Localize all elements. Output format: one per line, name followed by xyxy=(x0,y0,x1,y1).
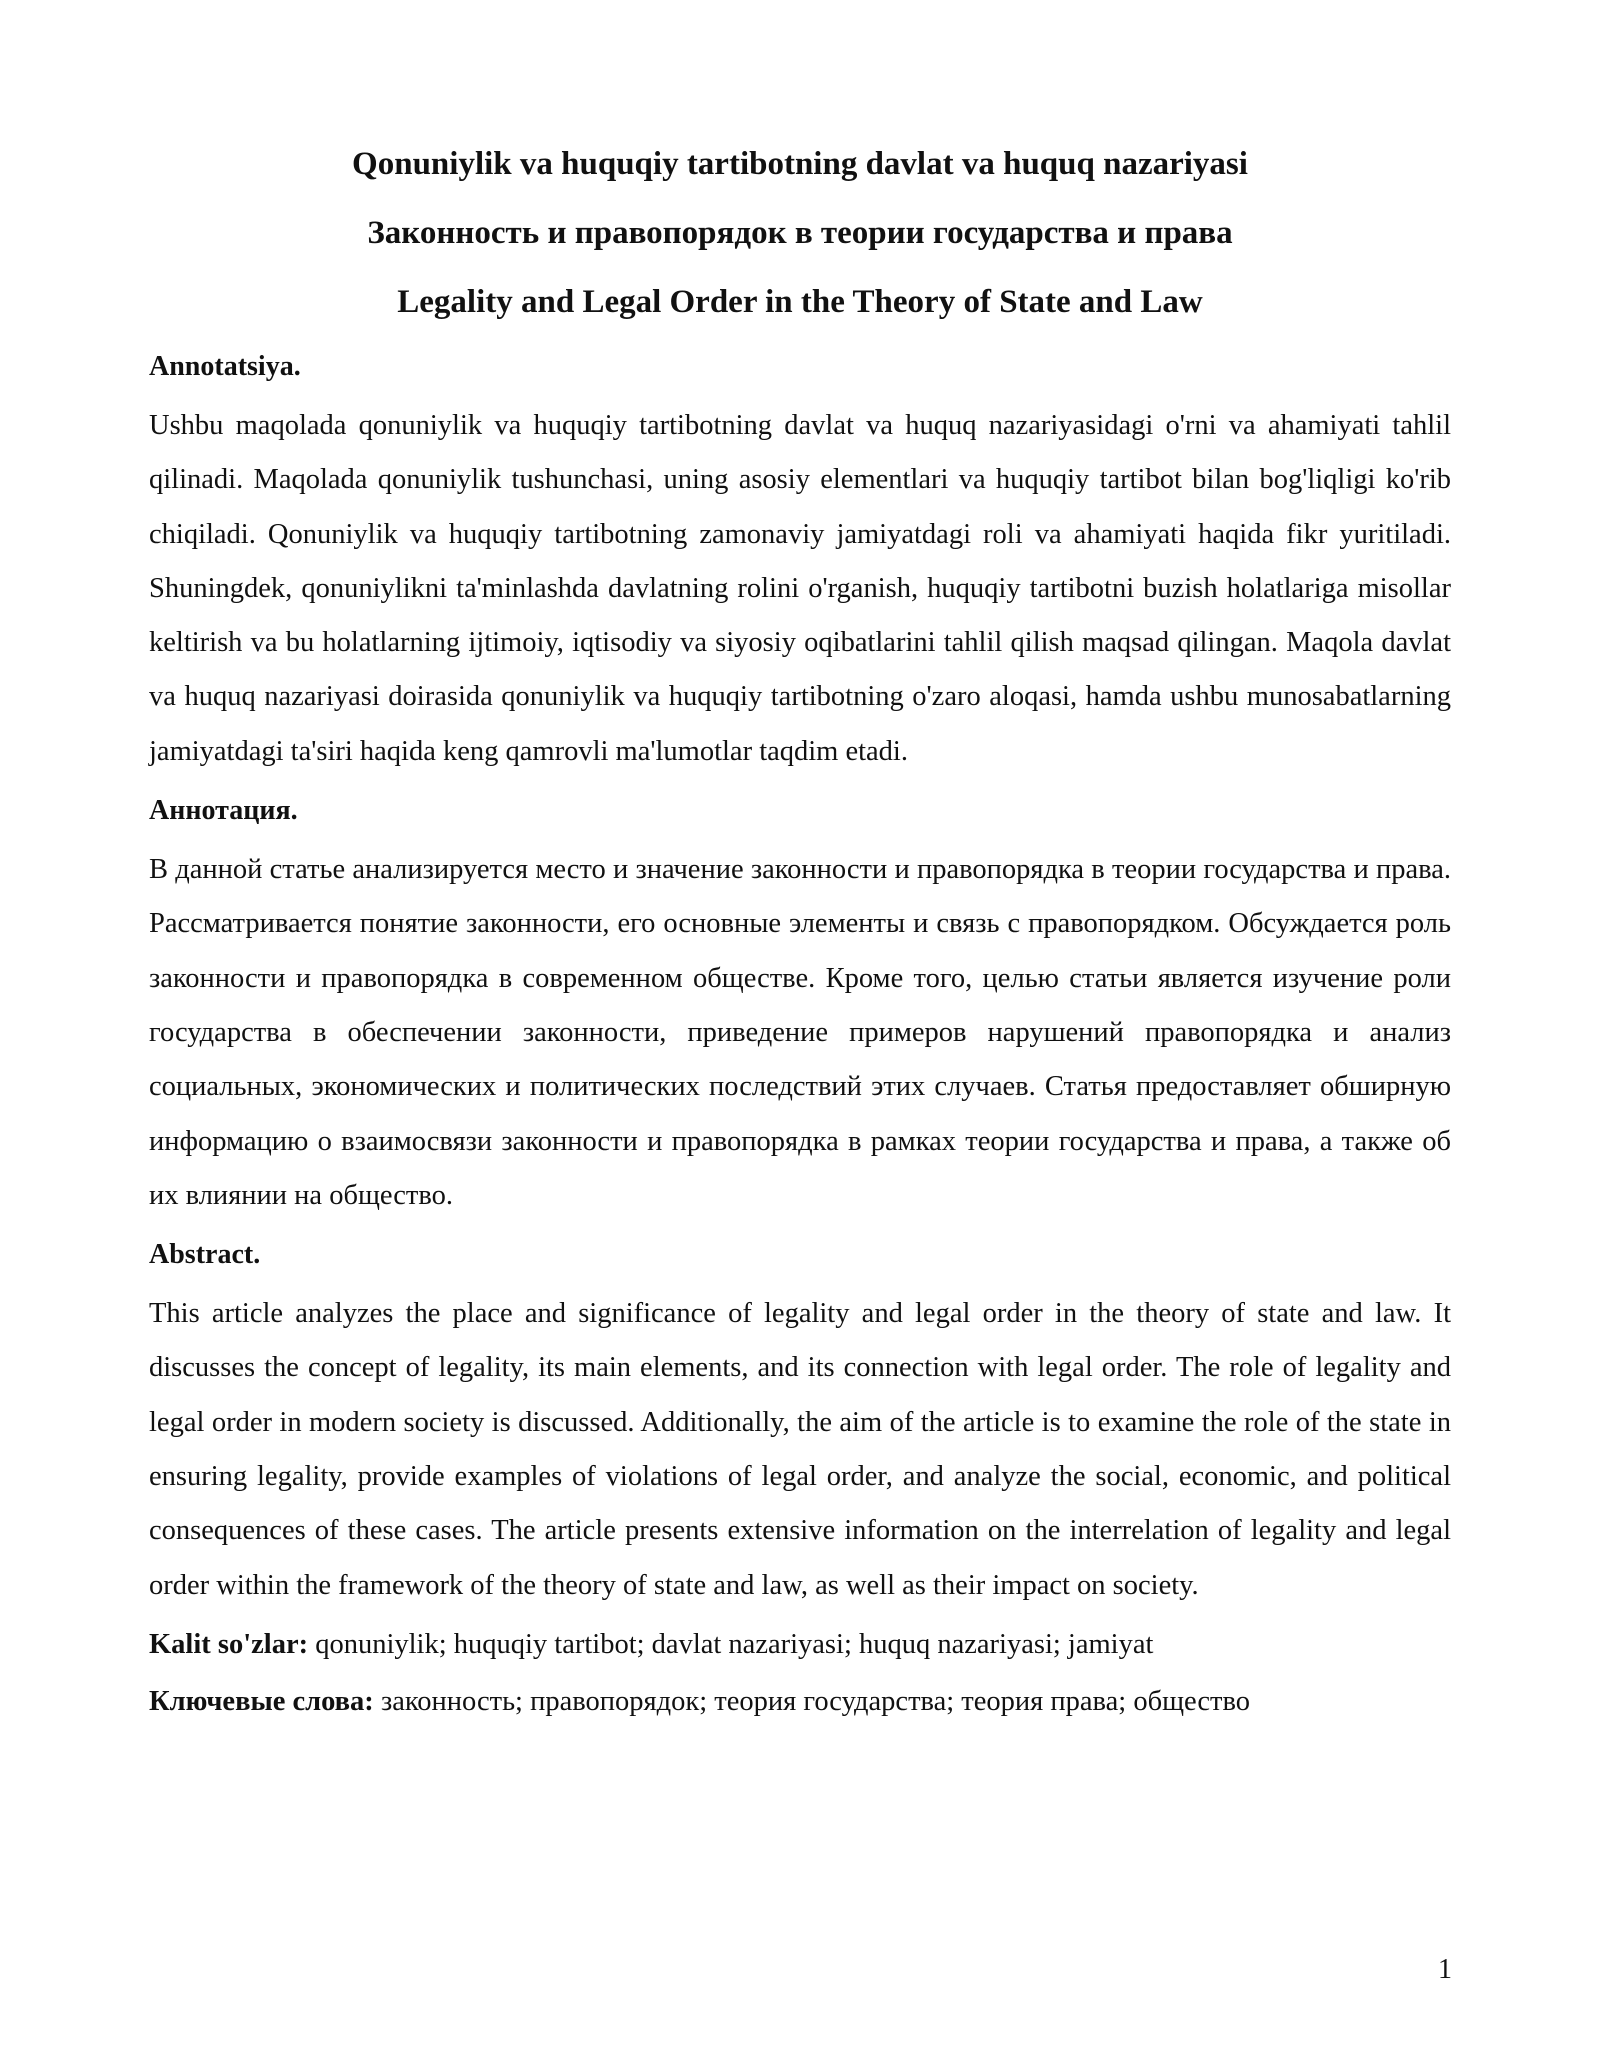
annotation-uzbek-section xyxy=(149,347,1451,779)
annotation-uzbek-heading: Annotatsiya. xyxy=(149,351,301,382)
keywords-russian-label: Ключевые слова: xyxy=(149,1685,374,1717)
annotation-uzbek-text: Ushbu maqolada qonuniylik va huquqiy tartibotning davlat va huquq nazariyasidagi o'rni va ahamiyati tahlil qilinadi. Maqolada qonuniylik tushunchasi, uning asosiy elementlari va huquqiy tartibot bilan bog'liqligi ko'rib chiqiladi. Qonuniylik va huquqiy tartibotning zamonaviy jamiyatdagi roli va ahamiyati haqida fikr yuritiladi. Shuningdek, qonuniylikni ta'minlashda davlatning rolini o'rganish, huquqiy tartibotni buzish holatlariga misollar keltirish va bu holatlarning ijtimoiy, iqtisodiy va siyosiy oqibatlarini tahlil qilish maqsad qilingan. Maqola davlat va huquq nazariyasi doirasida qonuniylik va huquqiy tartibotning o'zaro aloqasi, hamda ushbu munosabatlarning jamiyatdagi ta'siri haqida keng qamrovli ma'lumotlar taqdim etadi. xyxy=(149,410,1451,767)
abstract-english-section xyxy=(149,1235,1451,1613)
abstract-english-heading: Abstract. xyxy=(149,1239,261,1271)
keywords-russian-text: законность; правопорядок; теория государства; теория права; общество xyxy=(373,1685,1250,1717)
page-content xyxy=(149,140,1451,1739)
title-block xyxy=(149,140,1451,326)
page-number: 1 xyxy=(1438,1954,1452,1985)
keywords-uzbek-label: Kalit so'zlar: xyxy=(149,1628,309,1660)
keywords-uzbek xyxy=(149,1625,1451,1665)
annotation-russian-text: В данной статье анализируется место и значение законности и правопорядка в теории государства и права. Рассматривается понятие законности, его основные элементы и связь с правопорядком. Обсуждается роль законности и правопорядка в современном обществе. Кроме того, целью статьи является изучение роли государства в обеспечении законности, приведение примеров нарушений правопорядка и анализ социальных, экономических и политических последствий этих случаев. Статья предоставляет обширную информацию о взаимосвязи законности и правопорядка в рамках теории государства и права, а также об их влиянии на общество. xyxy=(149,854,1451,1211)
title-russian: Законность и правопорядок в теории государства и права xyxy=(367,215,1233,251)
abstract-english-text: This article analyzes the place and significance of legality and legal order in the theory of state and law. It discusses the concept of legality, its main elements, and its connection with legal order. The role of legality and legal order in modern society is discussed. Additionally, the aim of the article is to examine the role of the state in ensuring legality, provide examples of violations of legal order, and analyze the social, economic, and political consequences of these cases. The article presents extensive information on the interrelation of legality and legal order within the framework of the theory of state and law, as well as their impact on society. xyxy=(149,1298,1451,1601)
title-english: Legality and Legal Order in the Theory of State and Law xyxy=(397,284,1203,320)
keywords-russian xyxy=(149,1682,1451,1722)
annotation-russian-heading: Аннотация. xyxy=(149,795,298,827)
annotation-russian-section xyxy=(149,791,1451,1223)
title-uzbek: Qonuniylik va huquqiy tartibotning davlat va huquq nazariyasi xyxy=(352,146,1248,182)
keywords-uzbek-text: qonuniylik; huquqiy tartibot; davlat nazariyasi; huquq nazariyasi; jamiyat xyxy=(308,1628,1154,1660)
